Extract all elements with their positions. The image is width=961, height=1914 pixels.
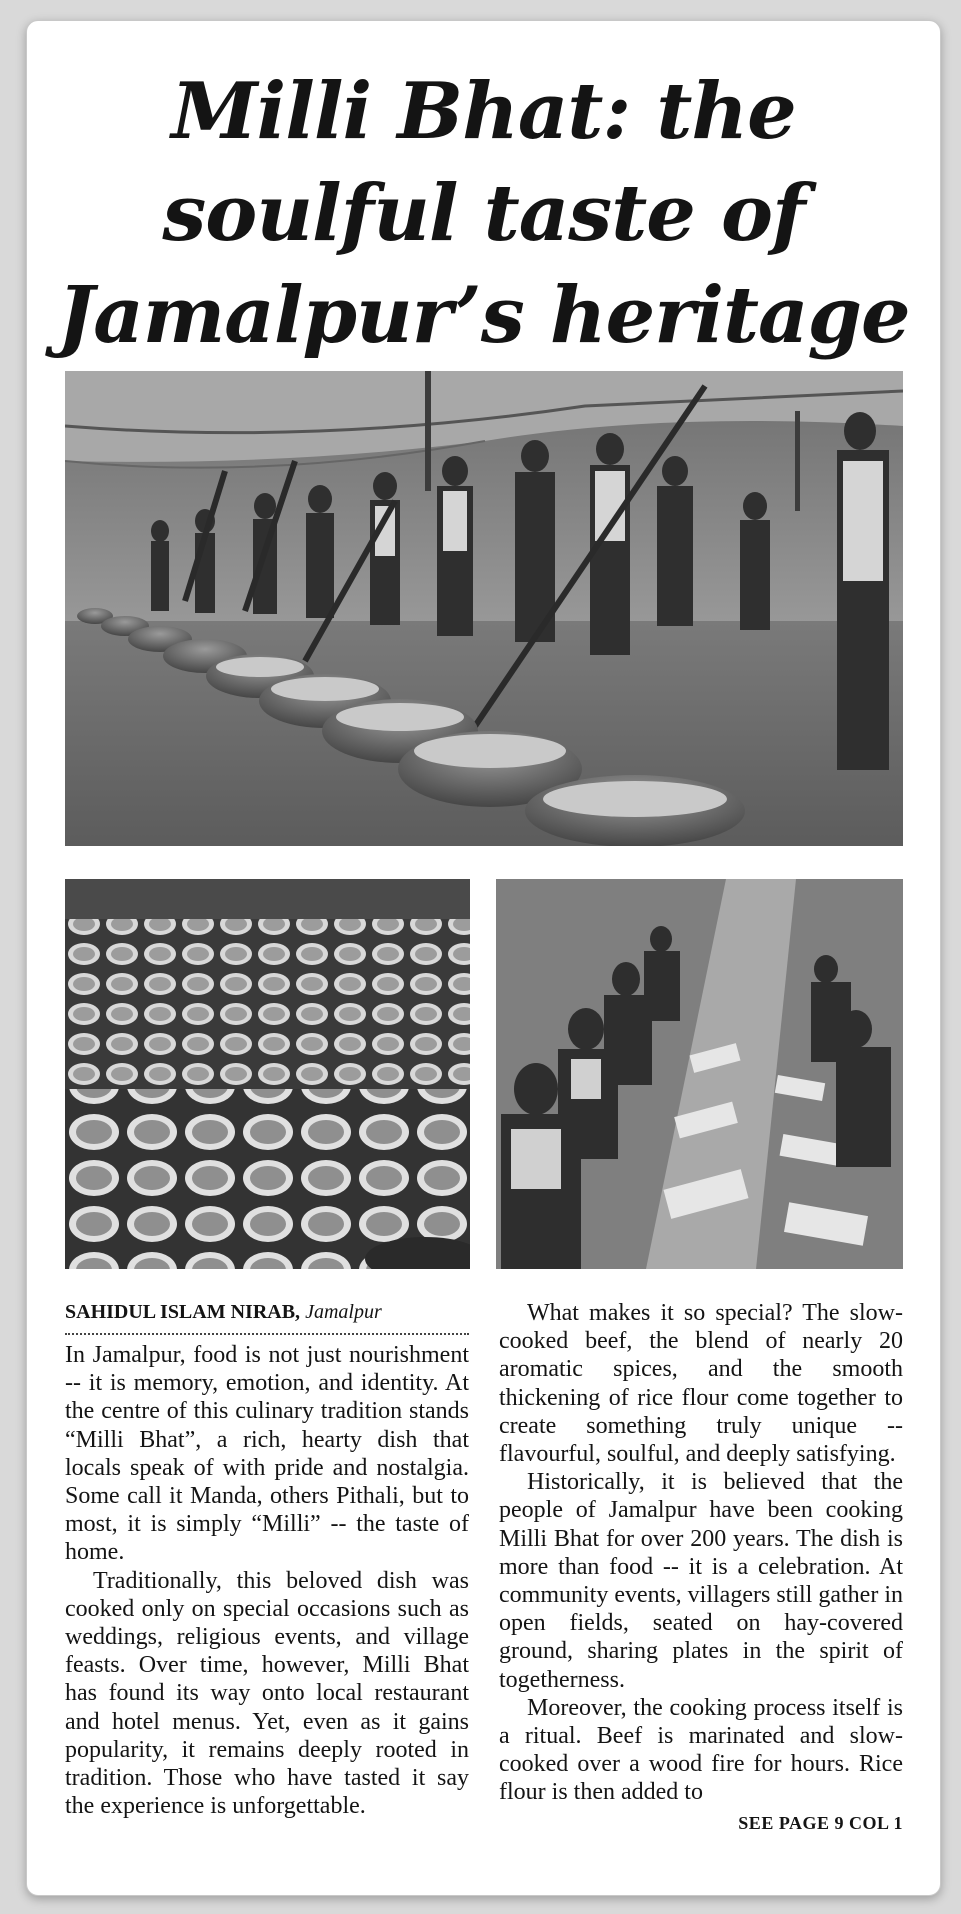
article-paragraph-5: Moreover, the cooking process itself is a ritual. Beef is marinated and slow-cooked over a wood fire for hours. Rice flour is then added to [499,1694,903,1806]
photo-plates-image [65,879,470,1269]
headline-line-2: soulful taste of [162,168,805,259]
article-column-left [65,1299,469,1820]
headline [57,61,910,367]
article-column-right [499,1299,903,1837]
article-card [26,20,941,1896]
headline-line-1: Milli Bhat: the [171,66,796,157]
byline [65,1299,469,1335]
byline-author: SAHIDUL ISLAM NIRAB, [65,1301,301,1323]
article-paragraph-1: In Jamalpur, food is not just nourishment -- it is memory, emotion, and identity. At the centre of this culinary tradition stands “Milli Bhat”, a rich, hearty dish that locals speak of with pride and nostalgia. Some call it Manda, others Pithali, but to most, it is simply “Milli” -- the taste of home. [65,1342,469,1566]
photo-feast [496,879,903,1269]
photo-plates [65,879,470,1269]
headline-line-3: Jamalpur’s heritage [57,270,910,361]
photo-cooking-pots-image [65,371,903,846]
article-paragraph-4: Historically, it is believed that the people of Jamalpur have been cooking Milli Bhat for over 200 years. The dish is more than food -- it is a celebration. At community events, villagers still gather in open fields, seated on hay-covered ground, sharing plates in the spirit of togetherness. [499,1469,903,1693]
photo-feast-image [496,879,903,1269]
byline-location: Jamalpur [305,1301,382,1323]
continuation-note: SEE PAGE 9 COL 1 [738,1812,903,1833]
article-paragraph-2: Traditionally, this beloved dish was cooked only on special occasions such as weddings, religious events, and village feasts. Over time, however, Milli Bhat has found its way onto local restaurant and hotel menus. Yet, even as it gains popularity, it remains deeply rooted in tradition. Those who have tasted it say the experience is unforgettable. [65,1567,469,1820]
article-paragraph-3: What makes it so special? The slow-cooked beef, the blend of nearly 20 aromatic spices, and the smooth thickening of rice flour come together to create something truly unique -- flavourful, soulful, and deeply satisfying. [499,1300,903,1468]
photo-cooking-pots [65,371,903,846]
